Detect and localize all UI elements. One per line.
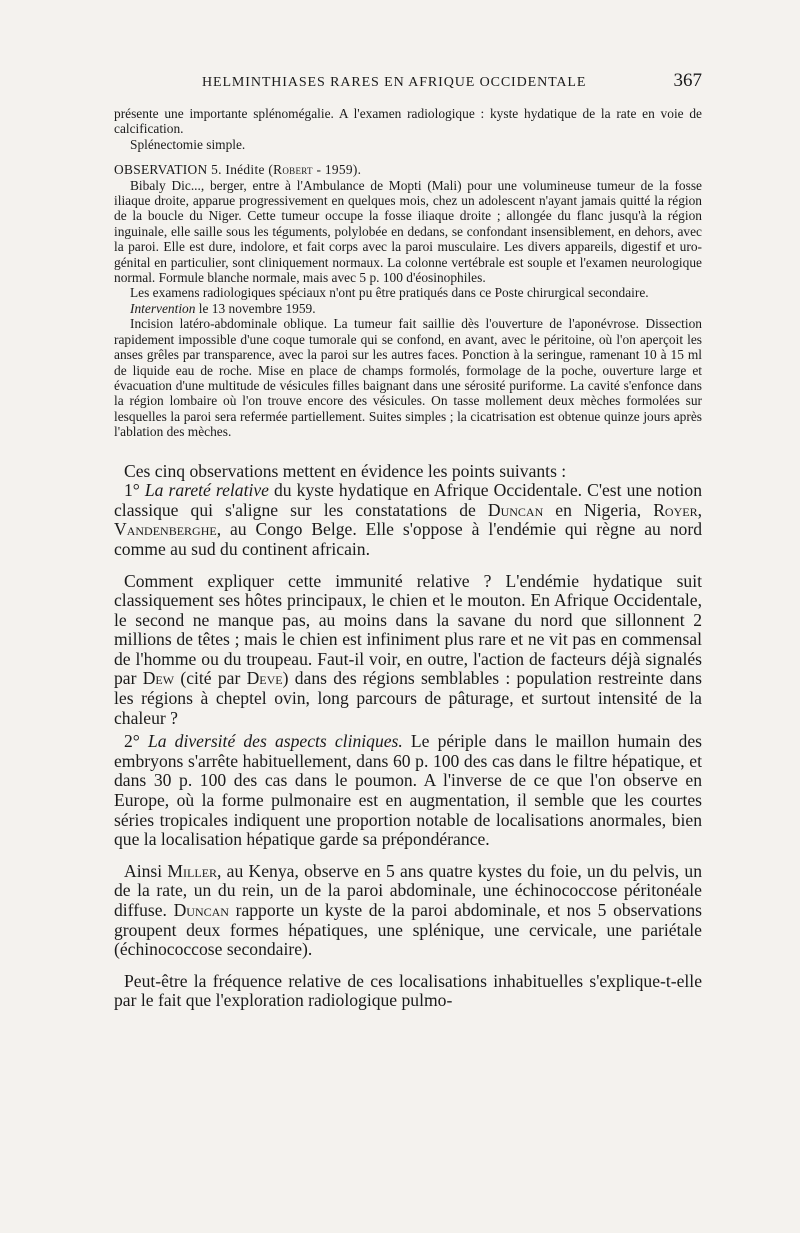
discussion-intro: Ces cinq observations mettent en évidence les points suivants : bbox=[124, 460, 567, 481]
page-number: 367 bbox=[673, 70, 702, 91]
observation-5-title: OBSERVATION 5. Inédite (Robert - 1959). bbox=[114, 162, 362, 178]
author-name: Deve bbox=[246, 668, 283, 689]
running-head: HELMINTHIASES RARES EN AFRIQUE OCCIDENTALE bbox=[202, 75, 587, 90]
author-name: Miller bbox=[167, 860, 218, 881]
observation-5-intervention: Intervention le 13 novembre 1959. bbox=[130, 300, 316, 316]
radiology-paragraph: Peut-être la fréquence relative de ces localisations inhabituelles s'explique-t-elle par le fait que l'exploration radiologique pulmo- bbox=[114, 970, 702, 1011]
author-name: Dew bbox=[142, 668, 175, 689]
case-reports bbox=[114, 106, 702, 440]
immunity-paragraph: Comment expliquer cette immunité relative ? L'endémie hydatique suit classiquement ses hôtes principaux, le chien et le mouton. En Afrique Occidentale, le second ne manque pas, au moins dans la savane du nord que sillonnent 2 millions de têtes ; mais le chien est infiniment plus rare et ne vit pas en commensal de l'homme ou du troupeau. Faut-il voir, en outre, l'action de facteurs déjà signalés par Dew (cité par Deve) dans des régions semblables : population restreinte dans les régions à cheptel ovin, long parcours de pâturage, et surtout intensité de la chaleur ? bbox=[114, 570, 702, 728]
miller-paragraph: Ainsi Miller, au Kenya, observe en 5 ans quatre kystes du foie, un du pelvis, un de la rate, un du rein, un de la paroi abdominale, une échinococcose péritonéale diffuse. Duncan rapporte un kyste de la paroi abdominale, et nos 5 observations groupent deux formes hépatiques, une splénique, une cervicale, une pariétale (échinococcose secondaire). bbox=[114, 860, 702, 960]
author-name: Robert bbox=[273, 162, 313, 178]
observation-5-radiology: Les examens radiologiques spéciaux n'ont pu être pratiqués dans ce Poste chirurgical secondaire. bbox=[130, 285, 649, 301]
observation-5-history: Bibaly Dic..., berger, entre à l'Ambulance de Mopti (Mali) pour une volumineuse tumeur de la fosse iliaque droite, apparue progressivement en quelques mois, chez un adolescent n'ayant jamais quitté la région de la boucle du Niger. Cette tumeur occupe la fosse iliaque droite ; allongée du flanc jusqu'à la région inguinale, elle saille sous les téguments, polylobée en dedans, se confondant insensiblement, en dehors, avec la paroi. Elle est dure, indolore, et fait corps avec la paroi musculaire. Les divers appareils, digestif et uro-génital en particulier, sont cliniquement normaux. La colonne vertébrale est souple et l'examen neurologique normal. Formule blanche normale, mais avec 5 p. 100 d'éosinophiles. bbox=[114, 177, 702, 286]
discussion bbox=[114, 462, 702, 1011]
author-name: Duncan bbox=[487, 499, 544, 520]
point-1: 1° La rareté relative du kyste hydatique en Afrique Occidentale. C'est une notion classique qui s'aligne sur les constatations de Duncan en Nigeria, Royer, Vandenberghe, au Congo Belge. Elle s'oppose à l'endémie qui règne au nord comme au sud du continent africain. bbox=[114, 480, 702, 559]
author-name: Royer bbox=[653, 499, 698, 520]
obs4-treatment: Splénectomie simple. bbox=[130, 136, 246, 152]
author-name: Duncan bbox=[173, 900, 229, 920]
author-name: Vandenberghe bbox=[114, 519, 217, 540]
page-header bbox=[202, 70, 702, 92]
observation-5-operation: Incision latéro-abdominale oblique. La tumeur fait saillie dès l'ouverture de l'aponévrose. Dissection rapidement impossible d'une coque tumorale qui se confond, en avant, avec le péritoine, où l'on aperçoit les anses grêles par transparence, avec la paroi sur les autres faces. Ponction à la seringue, ramenant 10 à 15 ml de liquide eau de roche. Mise en place de champs formolés, formolage de la poche, ouverture large et évacuation d'une multitude de vésicules filles baignant dans une sérosité puriforme. La cavité s'enfonce dans la région lombaire où l'on trouve encore des vésicules. On tasse mollement deux mèches formolées sur lesquelles la paroi sera refermée partiellement. Suites simples ; la cicatrisation est obtenue quinze jours après l'ablation des mèches. bbox=[114, 316, 702, 440]
obs4-conclusion: présente une importante splénomégalie. A l'examen radiologique : kyste hydatique de la rate en voie de calcification. bbox=[114, 106, 702, 137]
point-2: 2° La diversité des aspects cliniques. Le périple dans le maillon humain des embryons s'arrête habituellement, dans 60 p. 100 des cas dans le filtre hépatique, et dans 30 p. 100 des cas dans le poumon. A l'inverse de ce que l'on observe en Europe, où la forme pulmonaire est en augmentation, il semble que les courtes séries tropicales indiquent une proportion notable de localisations anormales, bien que la localisation hépatique garde sa prépondérance. bbox=[114, 731, 702, 850]
